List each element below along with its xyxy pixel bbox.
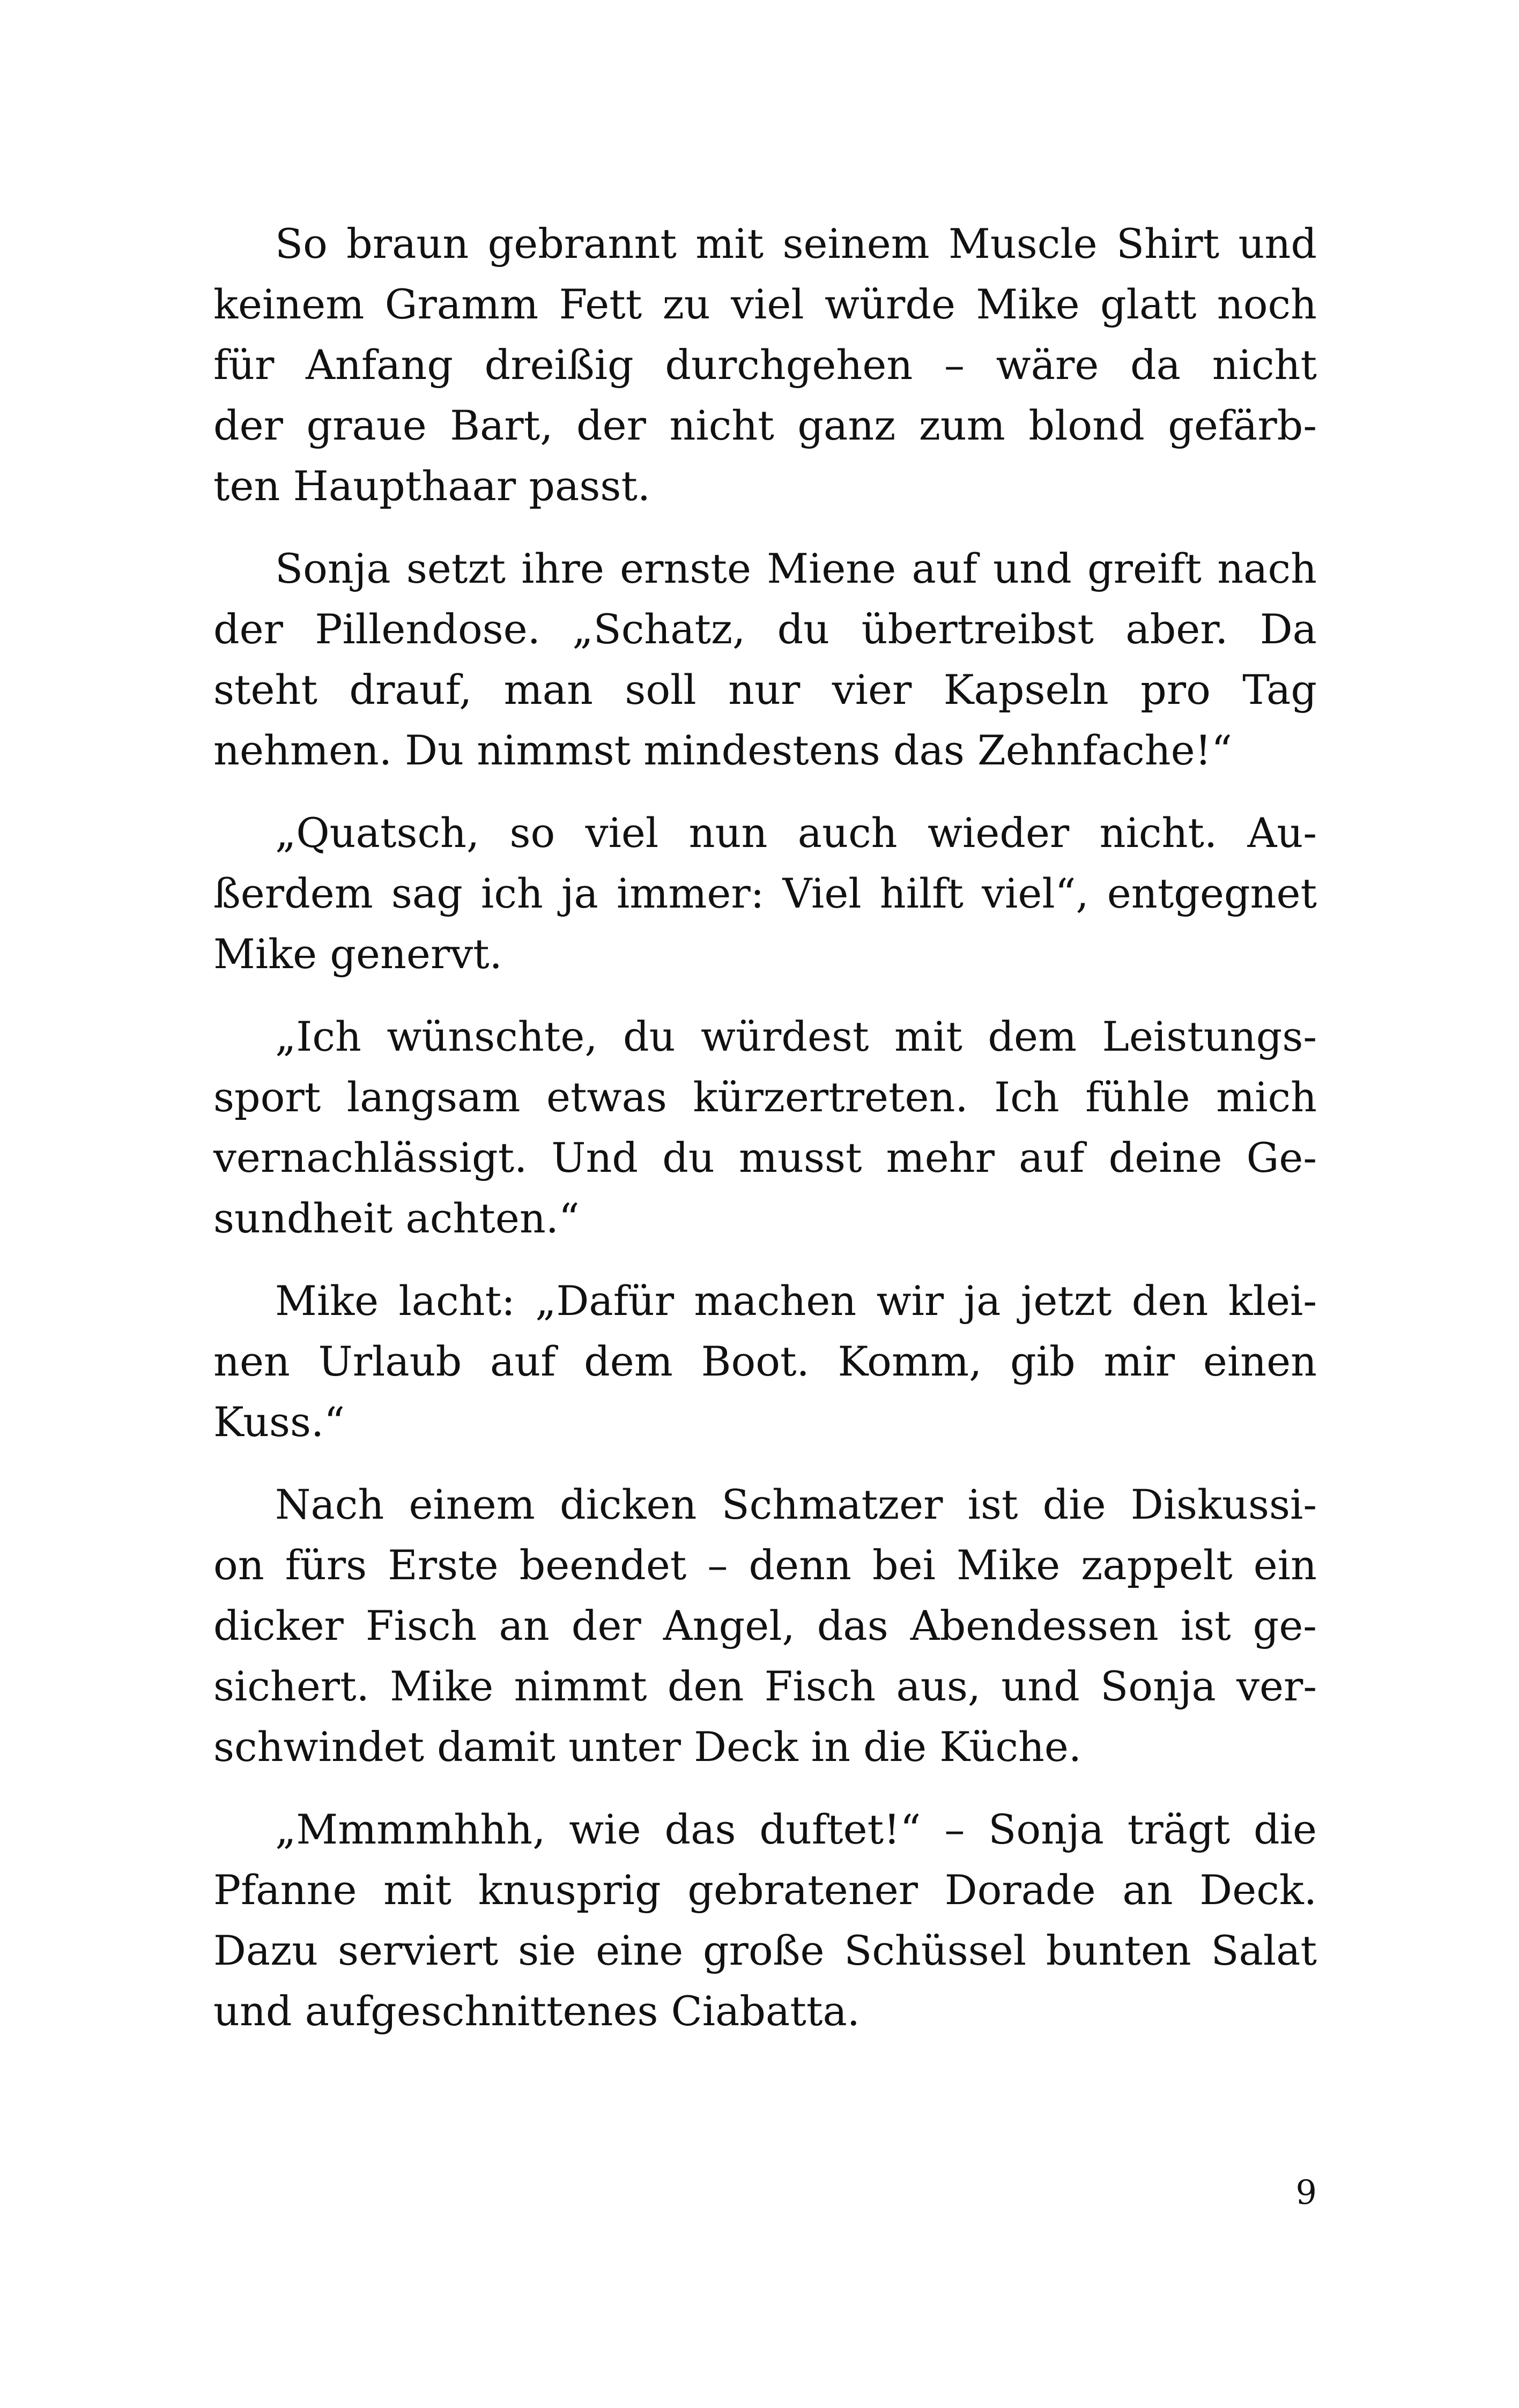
paragraph <box>213 1474 1317 1777</box>
text-line: So braun gebrannt mit seinem Muscle Shirt und <box>275 220 1317 267</box>
text-line: keinem Gramm Fett zu viel würde Mike glatt noch <box>213 280 1317 328</box>
text-line: Dazu serviert sie eine große Schüssel bunten Salat <box>213 1927 1317 1974</box>
text-line: dicker Fisch an der Angel, das Abendessen ist ge- <box>213 1602 1317 1649</box>
text-line: ßerdem sag ich ja immer: Viel hilft viel“, entgegnet <box>213 869 1317 917</box>
paragraph <box>213 802 1317 984</box>
text-line: „Quatsch, so viel nun auch wieder nicht. Au- <box>275 809 1317 857</box>
text-line: schwindet damit unter Deck in die Küche. <box>213 1723 1081 1771</box>
text-line: „Mmmmhhh, wie das duftet!“ – Sonja trägt die <box>275 1805 1317 1853</box>
text-line: sichert. Mike nimmt den Fisch aus, und Sonja ver- <box>213 1662 1317 1710</box>
text-line: und aufgeschnittenes Ciabatta. <box>213 1987 860 2035</box>
text-line: Sonja setzt ihre ernste Miene auf und greift nach <box>275 545 1317 592</box>
paragraph <box>213 538 1317 781</box>
paragraph <box>213 1799 1317 2041</box>
text-line: der Pillendose. „Schatz, du übertreibst aber. Da <box>213 605 1317 653</box>
text-line: Nach einem dicken Schmatzer ist die Diskussi- <box>275 1481 1317 1528</box>
text-line: nen Urlaub auf dem Boot. Komm, gib mir einen <box>213 1337 1317 1385</box>
text-line: sundheit achten.“ <box>213 1194 580 1242</box>
text-line: Kuss.“ <box>213 1398 345 1446</box>
text-line: Mike lacht: „Dafür machen wir ja jetzt den klei- <box>275 1277 1317 1325</box>
text-line: Pfanne mit knusprig gebratener Dorade an Deck. <box>213 1866 1317 1914</box>
text-line: für Anfang dreißig durchgehen – wäre da nicht <box>213 341 1317 389</box>
text-line: vernachlässigt. Und du musst mehr auf deine Ge- <box>213 1134 1317 1181</box>
text-line: „Ich wünschte, du würdest mit dem Leistungs- <box>275 1013 1317 1060</box>
text-line: steht drauf, man soll nur vier Kapseln pro Tag <box>213 666 1317 714</box>
text-line: sport langsam etwas kürzertreten. Ich fühle mich <box>213 1073 1317 1121</box>
paragraph <box>213 213 1317 516</box>
text-line: nehmen. Du nimmst mindestens das Zehnfache!“ <box>213 726 1232 774</box>
paragraph <box>213 1270 1317 1452</box>
page-number: 9 <box>1295 2173 1317 2212</box>
body-text <box>213 213 1317 2063</box>
text-line: on fürs Erste beendet – denn bei Mike zappelt ein <box>213 1541 1317 1589</box>
text-line: Mike genervt. <box>213 930 502 978</box>
paragraph <box>213 1006 1317 1248</box>
text-line: ten Haupthaar passt. <box>213 462 651 510</box>
text-line: der graue Bart, der nicht ganz zum blond gefärb- <box>213 402 1317 449</box>
